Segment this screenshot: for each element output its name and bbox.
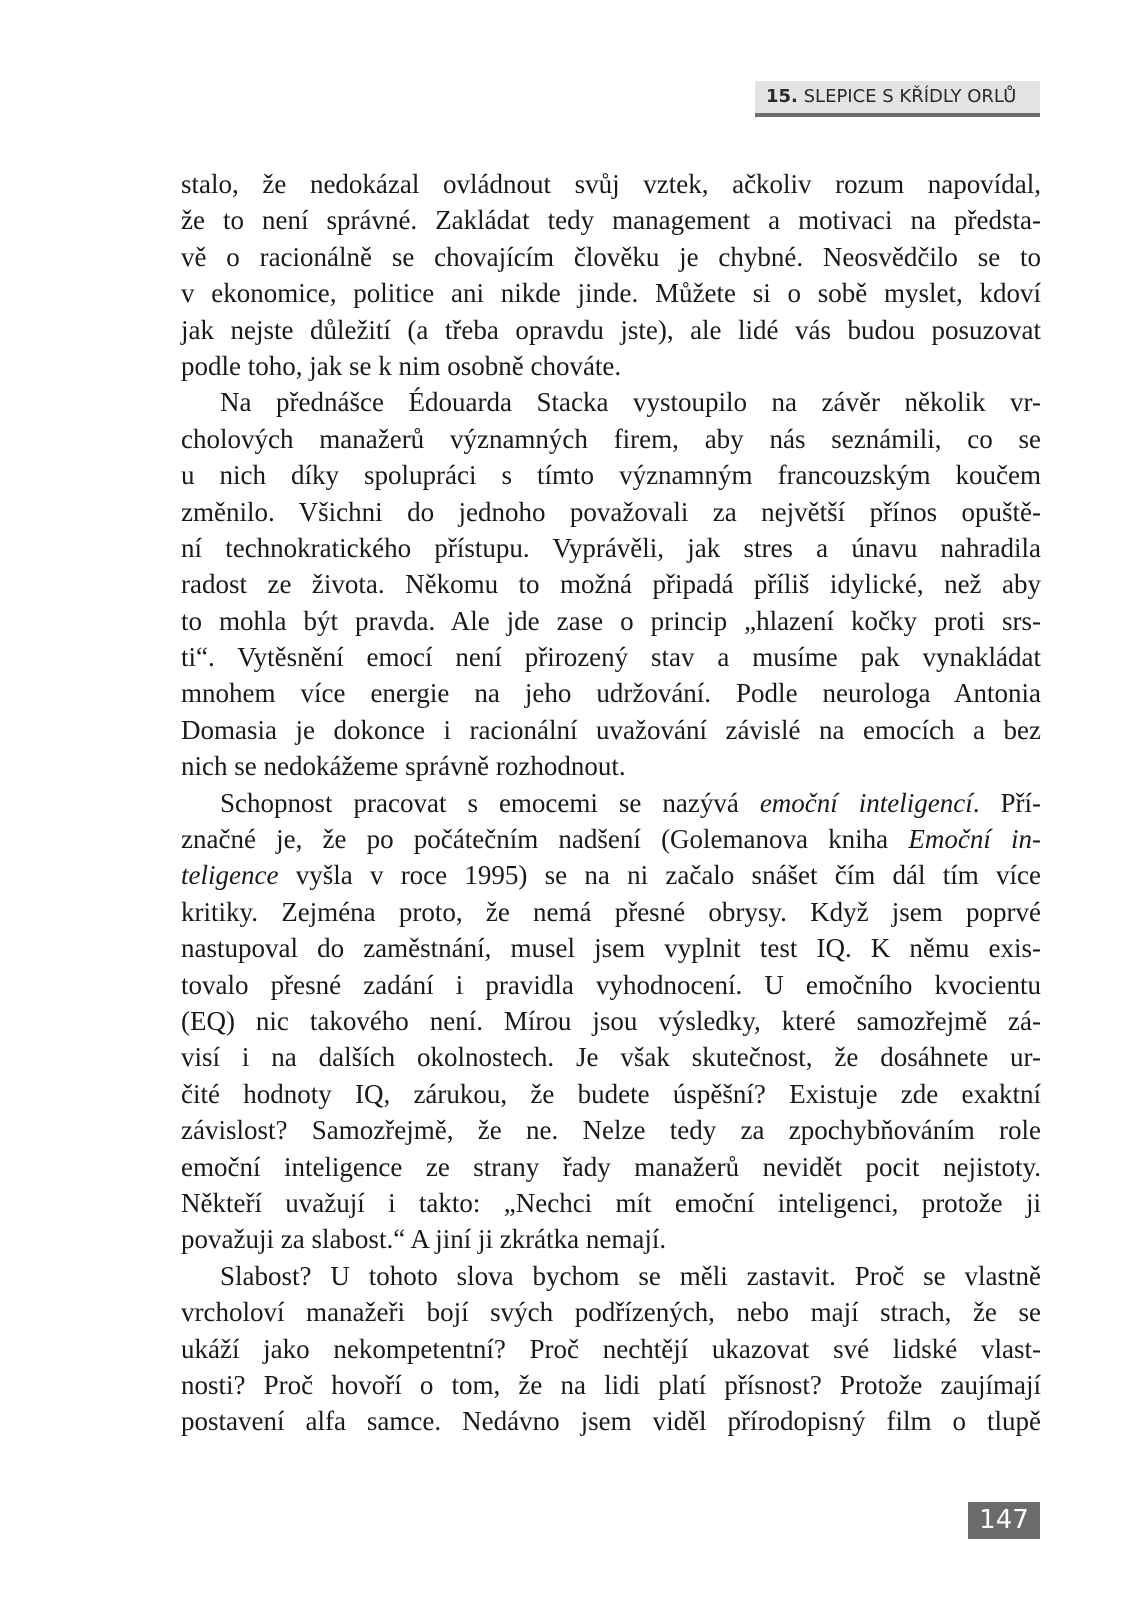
text-line: postavení alfa samce. Nedávno jsem viděl přírodopisný film o tlupě <box>181 1406 1041 1437</box>
text-line: Domasia je dokonce i racionální uvažování závislé na emocích a bez <box>181 714 1041 745</box>
text-line: změnilo. Všichni do jednoho považovali za největší přínos opuště- <box>181 496 1041 527</box>
text-line: vě o racionálně se chovajícím člověku je chybné. Neosvědčilo se to <box>181 241 1041 272</box>
text-line: ní technokratického přístupu. Vyprávěli, jak stres a únavu nahradila <box>181 532 1041 563</box>
emphasis-term: emoční inteligencí <box>759 787 973 818</box>
text-line: emoční inteligence ze strany řady manažerů nevidět pocit nejistoty. <box>181 1151 1041 1182</box>
text-line: značné je, že po počátečním nadšení (Golemanova kniha Emoční in- <box>181 824 1041 855</box>
body-text <box>181 166 1041 1440</box>
text-line: závislost? Samozřejmě, že ne. Nelze tedy za zpochybňováním role <box>181 1115 1041 1146</box>
text-line: čité hodnoty IQ, zárukou, že budete úspěšní? Existuje zde exaktní <box>181 1078 1041 1109</box>
text-line: cholových manažerů významných firem, aby nás seznámili, co se <box>181 423 1041 454</box>
text-line: ti“. Vytěsnění emocí není přirozený stav a musíme pak vynakládat <box>181 642 1041 673</box>
text-line: Někteří uvažují i takto: „Nechci mít emoční inteligenci, protože ji <box>181 1187 1041 1218</box>
text-line: mnohem více energie na jeho udržování. Podle neurologa Antonia <box>181 678 1041 709</box>
book-title: Emoční in- <box>908 824 1041 855</box>
book-title: teligence <box>181 860 279 891</box>
text-line: Na přednášce Édouarda Stacka vystoupilo na závěr několik vr- <box>220 387 1041 418</box>
text-line: kritiky. Zejména proto, že nemá přesné obrysy. Když jsem poprvé <box>181 896 1041 927</box>
chapter-title: SLEPICE S KŘÍDLY ORLŮ <box>803 86 1017 107</box>
chapter-number: 15. <box>766 86 798 107</box>
running-header <box>755 81 1040 117</box>
text-line: Schopnost pracovat s emocemi se nazývá emoční inteligencí. Pří- <box>220 787 1041 818</box>
text-line: jak nejste důležití (a třeba opravdu jste), ale lidé vás budou posuzovat <box>181 314 1041 345</box>
text-line: tovalo přesné zadání i pravidla vyhodnocení. U emočního kvocientu <box>181 969 1041 1000</box>
text-line: nosti? Proč hovoří o tom, že na lidi platí přísnost? Protože zaujímají <box>181 1369 1041 1400</box>
text-line: v ekonomice, politice ani nikde jinde. Můžete si o sobě myslet, kdoví <box>181 278 1041 309</box>
text-line: nich se nedokážeme správně rozhodnout. <box>181 751 626 782</box>
text-line: ukáží jako nekompetentní? Proč nechtějí ukazovat své lidské vlast- <box>181 1333 1041 1364</box>
text-line: vrcholoví manažeři bojí svých podřízených, nebo mají strach, že se <box>181 1297 1041 1328</box>
text-line: u nich díky spolupráci s tímto významným francouzským koučem <box>181 460 1041 491</box>
text-line: (EQ) nic takového není. Mírou jsou výsledky, které samozřejmě zá- <box>181 1005 1041 1036</box>
text-line: radost ze života. Někomu to možná připadá příliš idylické, než aby <box>181 569 1041 600</box>
text-line: nastupoval do zaměstnání, musel jsem vyplnit test IQ. K němu exis- <box>181 933 1041 964</box>
text-line: že to není správné. Zakládat tedy management a motivaci na předsta- <box>181 205 1041 236</box>
text-line: považuji za slabost.“ A jiní ji zkrátka nemají. <box>181 1224 667 1255</box>
text-line: to mohla být pravda. Ale jde zase o princip „hlazení kočky proti srs- <box>181 605 1041 636</box>
text-line: podle toho, jak se k nim osobně chováte. <box>181 350 622 381</box>
page-number: 147 <box>968 1502 1040 1539</box>
text-line: Slabost? U tohoto slova bychom se měli zastavit. Proč se vlastně <box>220 1260 1041 1291</box>
text-line: stalo, že nedokázal ovládnout svůj vztek, ačkoliv rozum napovídal, <box>181 169 1041 199</box>
text-line: visí i na dalších okolnostech. Je však skutečnost, že dosáhnete ur- <box>181 1042 1041 1073</box>
text-line: teligence vyšla v roce 1995) se na ni začalo snášet čím dál tím více <box>181 860 1041 891</box>
